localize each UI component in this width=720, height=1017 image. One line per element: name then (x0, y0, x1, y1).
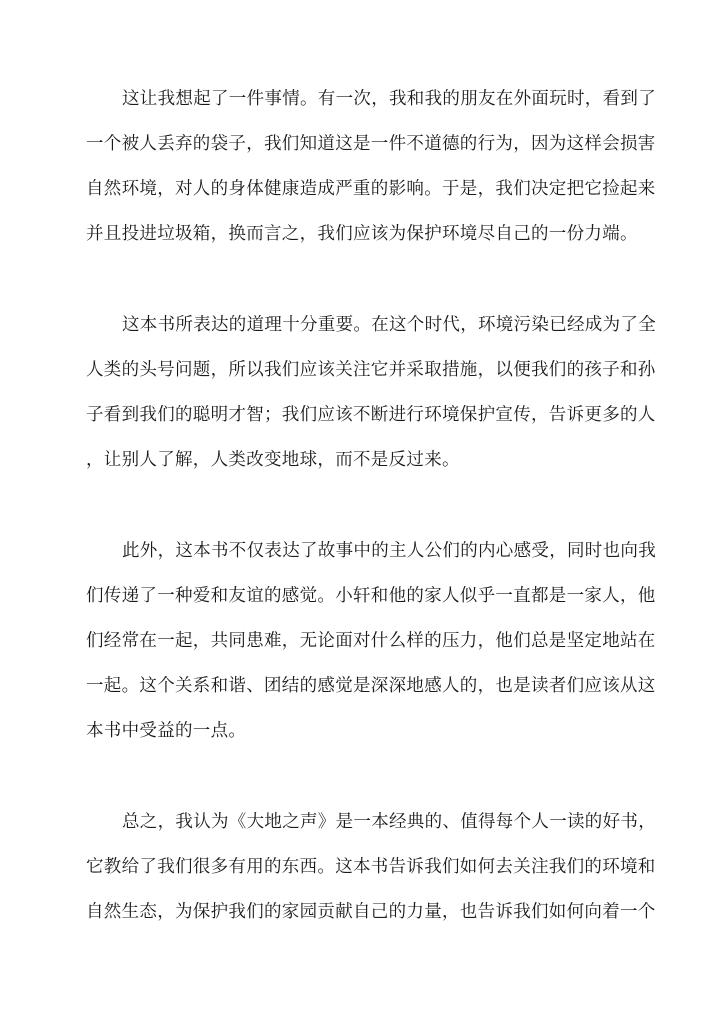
text-line: 一个被人丢弃的袋子，我们知道这是一件不道德的行为，因为这样会损害 (86, 134, 656, 154)
text-line: 并且投进垃圾箱，换而言之，我们应该为保护环境尽自己的一份力端。 (86, 224, 638, 244)
text-line: 这让我想起了一件事情。有一次，我和我的朋友在外面玩时，看到了 (122, 89, 656, 109)
text-line: 它教给了我们很多有用的东西。这本书告诉我们如何去关注我们的环境和 (86, 857, 656, 877)
paragraph-conclusion (86, 800, 656, 935)
text-line: 本书中受益的一点。 (86, 721, 247, 741)
text-line: 子看到我们的聪明才智；我们应该不断进行环境保护宣传，告诉更多的人 (86, 405, 656, 425)
text-line: 自然生态，为保护我们的家园贡献自己的力量，也告诉我们如何向着一个 (86, 902, 656, 922)
text-line: 一起。这个关系和谐、团结的感觉是深深地感人的，也是读者们应该从这 (86, 676, 656, 696)
paragraph-book-importance (86, 303, 656, 483)
paragraph-environment-story (86, 77, 656, 257)
text-line: 人类的头号问题，所以我们应该关注它并采取措施，以便我们的孩子和孙 (86, 360, 656, 380)
text-line: 自然环境，对人的身体健康造成严重的影响。于是，我们决定把它捡起来 (86, 179, 656, 199)
text-line: 总之，我认为《大地之声》是一本经典的、值得每个人一读的好书， (122, 812, 656, 832)
paragraph-love-and-friendship (86, 529, 656, 754)
text-line: ，让别人了解，人类改变地球，而不是反过来。 (86, 450, 460, 470)
text-line: 此外，这本书不仅表达了故事中的主人公们的内心感受，同时也向我 (122, 541, 656, 561)
text-line: 们传递了一种爱和友谊的感觉。小轩和他的家人似乎一直都是一家人，他 (86, 586, 656, 606)
text-line: 这本书所表达的道理十分重要。在这个时代，环境污染已经成为了全 (122, 315, 656, 335)
text-line: 们经常在一起，共同患难，无论面对什么样的压力，他们总是坚定地站在 (86, 631, 656, 651)
